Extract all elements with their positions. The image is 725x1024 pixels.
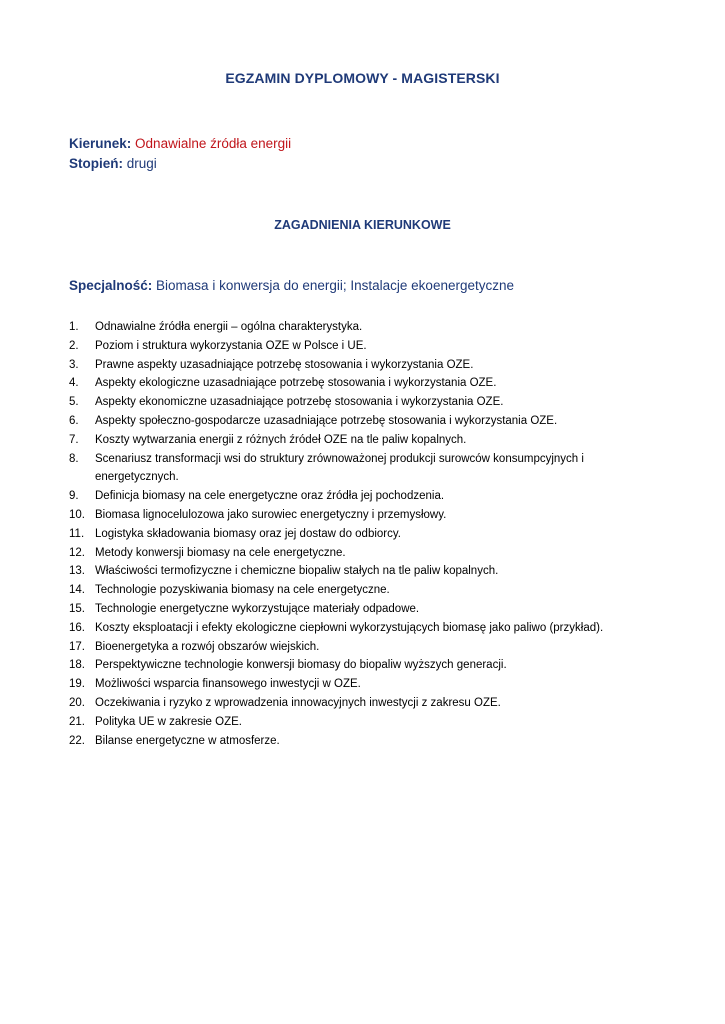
list-item-number: 2. [69, 339, 79, 352]
list-item-number: 1. [69, 321, 79, 333]
stopien-value: drugi [126, 156, 157, 171]
specjalnosc-value: Biomasa i konwersja do energii; Instalacje ekoenergetyczne [156, 278, 514, 293]
list-item [69, 431, 659, 450]
list-item-text: Poziom i struktura wykorzystania OZE w Polsce i UE. [95, 339, 367, 352]
list-item-number: 6. [69, 414, 79, 427]
list-item-number: 9. [69, 490, 79, 503]
list-item-number: 22. [69, 734, 85, 747]
list-item-text: Aspekty ekologiczne uzasadniające potrzebę stosowania i wykorzystania OZE. [95, 377, 497, 390]
list-item-number: 12. [69, 546, 85, 559]
list-item-number: 15. [69, 602, 85, 615]
list-item-text: Koszty wytwarzania energii z różnych źródeł OZE na tle paliw kopalnych. [95, 433, 467, 446]
list-item-text: Możliwości wsparcia finansowego inwestycji w OZE. [95, 678, 361, 691]
kierunek-label: Kierunek: [69, 136, 132, 151]
list-item-number: 16. [69, 621, 85, 634]
list-item [69, 356, 659, 375]
specjalnosc-label: Specjalność: [69, 278, 153, 293]
list-item-text: Odnawialne źródła energii – ogólna charakterystyka. [95, 321, 363, 333]
list-item-number: 13. [69, 565, 85, 578]
list-item-text: Prawne aspekty uzasadniające potrzebę stosowania i wykorzystania OZE. [95, 358, 474, 371]
list-item-text: Definicja biomasy na cele energetyczne oraz źródła jej pochodzenia. [95, 490, 445, 503]
list-item [69, 337, 659, 356]
list-item-text: Oczekiwania i ryzyko z wprowadzenia innowacyjnych inwestycji z zakresu OZE. [95, 696, 501, 709]
list-item [69, 675, 659, 694]
list-item [69, 318, 659, 337]
list-item-text: Bilanse energetyczne w atmosferze. [95, 734, 280, 747]
list-item-number: 19. [69, 678, 85, 691]
list-item [69, 562, 659, 581]
list-item [69, 525, 659, 544]
list-item-text: Aspekty społeczno-gospodarcze uzasadniające potrzebę stosowania i wykorzystania OZE. [95, 414, 558, 427]
list-item [69, 374, 659, 393]
list-item-text: Właściwości termofizyczne i chemiczne biopaliw stałych na tle paliw kopalnych. [95, 565, 499, 578]
list-item [69, 656, 659, 675]
list-item [69, 544, 659, 563]
stopien-label: Stopień: [69, 156, 123, 171]
list-item-number: 4. [69, 377, 79, 390]
list-item-text: Bioenergetyka a rozwój obszarów wiejskich. [95, 640, 320, 653]
list-item-text: Metody konwersji biomasy na cele energetyczne. [95, 546, 346, 559]
list-item-number: 17. [69, 640, 85, 653]
list-item [69, 732, 659, 751]
list-item-number: 21. [69, 715, 85, 728]
list-item-number: 18. [69, 659, 85, 672]
list-item-text: Technologie pozyskiwania biomasy na cele energetyczne. [95, 584, 390, 597]
topics-list [69, 318, 659, 750]
list-item-text: Biomasa lignocelulozowa jako surowiec energetyczny i przemysłowy. [95, 508, 447, 521]
list-item [69, 638, 659, 657]
kierunek-value: Odnawialne źródła energii [135, 136, 292, 151]
list-item-text: Polityka UE w zakresie OZE. [95, 715, 242, 728]
list-item-text: Koszty eksploatacji i efekty ekologiczne ciepłowni wykorzystujących biomasę jako paliwo (przykład). [95, 621, 604, 634]
kierunek-line [69, 136, 291, 151]
list-item [69, 581, 659, 600]
list-item-text: Aspekty ekonomiczne uzasadniające potrzebę stosowania i wykorzystania OZE. [95, 396, 504, 409]
list-item [69, 412, 659, 431]
list-item-number: 7. [69, 433, 79, 446]
list-item [69, 450, 659, 488]
list-item [69, 713, 659, 732]
list-item [69, 487, 659, 506]
list-item-number: 14. [69, 584, 85, 597]
list-item-number: 20. [69, 696, 85, 709]
list-item-number: 3. [69, 358, 79, 371]
section-heading: ZAGADNIENIA KIERUNKOWE [274, 218, 451, 232]
list-item-number: 10. [69, 508, 85, 521]
list-item [69, 694, 659, 713]
list-item-number: 8. [69, 452, 79, 465]
list-item-text: Perspektywiczne technologie konwersji biomasy do biopaliw wyższych generacji. [95, 659, 507, 672]
specjalnosc-line [69, 278, 514, 293]
list-item-text: Technologie energetyczne wykorzystujące materiały odpadowe. [95, 602, 420, 615]
list-item-number: 11. [69, 527, 85, 540]
list-item [69, 506, 659, 525]
document-title: EGZAMIN DYPLOMOWY - MAGISTERSKI [225, 70, 500, 86]
list-item-text: Scenariusz transformacji wsi do struktury zrównoważonej produkcji surowców konsumpcyjnych i energetycznych. [95, 452, 584, 484]
list-item [69, 619, 659, 638]
list-item [69, 600, 659, 619]
list-item [69, 393, 659, 412]
list-item-text: Logistyka składowania biomasy oraz jej dostaw do odbiorcy. [95, 527, 401, 540]
stopien-line [69, 156, 157, 171]
list-item-number: 5. [69, 396, 79, 409]
